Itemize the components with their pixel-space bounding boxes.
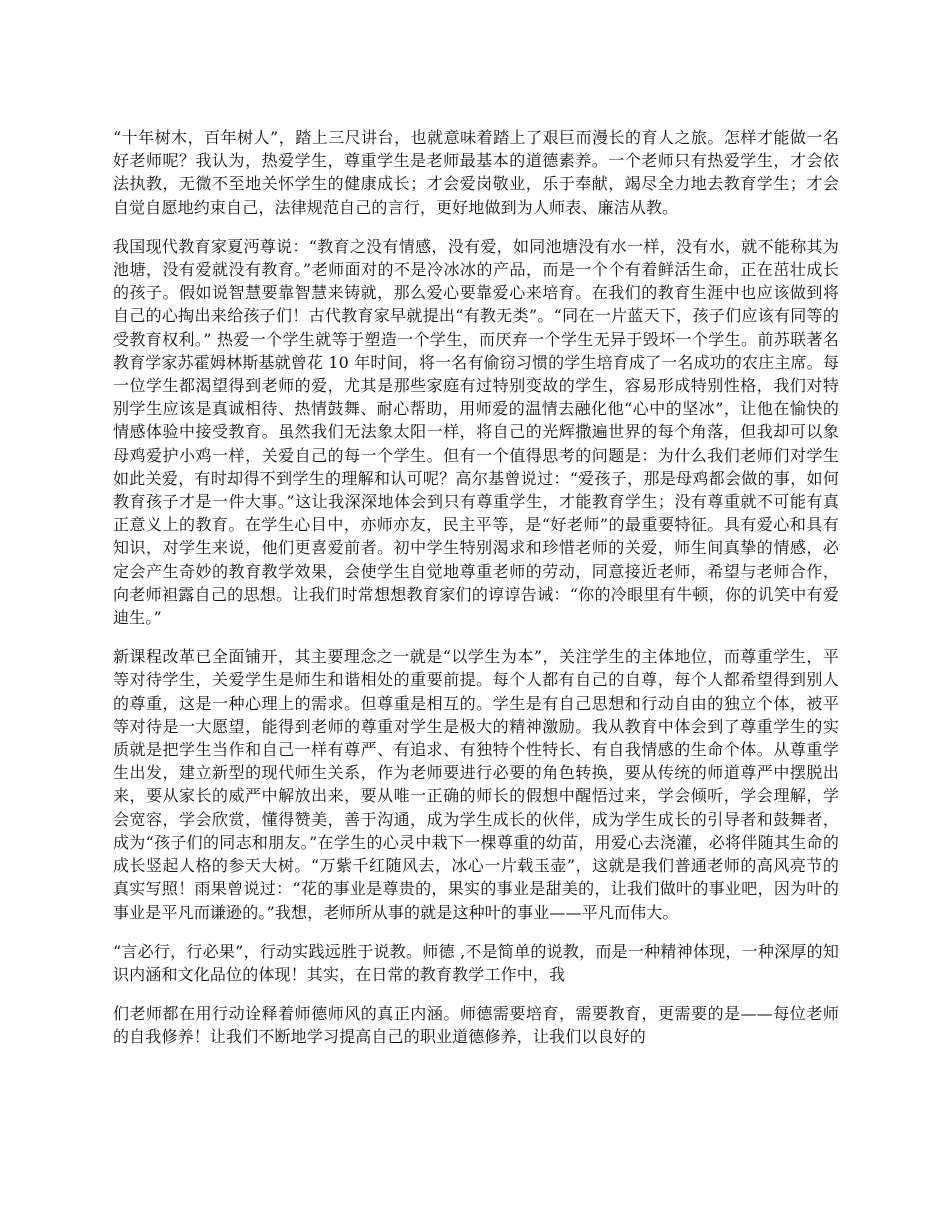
document-page [113,126,839,1065]
paragraph-4: “言必行，行必果”，行动实践远胜于说教。师德 ,不是简单的说教，而是一种精神体现，一种深厚的知识内涵和文化品位的体现！其实，在日常的教育教学工作中，我 [113,941,839,984]
paragraph-1: “十年树木，百年树人”，踏上三尺讲台，也就意味着踏上了艰巨而漫长的育人之旅。怎样才能做一名好老师呢？我认为，热爱学生，尊重学生是老师最基本的道德素养。一个老师只有热爱学生，才会依法执教，无微不至地关怀学生的健康成长；才会爱岗敬业，乐于奉献，竭尽全力地去教育学生；才会自觉自愿地约束自己，法律规范自己的言行，更好地做到为人师表、廉洁从教。 [113,128,839,217]
paragraph-2: 我国现代教育家夏沔尊说：“教育之没有情感，没有爱，如同池塘没有水一样，没有水，就不能称其为池塘，没有爱就没有教育。”老师面对的不是冷冰冰的产品，而是一个个有着鲜活生命，正在茁壮成长的孩子。假如说智慧要靠智慧来铸就，那么爱心要靠爱心来培育。在我们的教育生涯中也应该做到将自己的心掏出来给孩子们！古代教育家早就提出“有教无类”。“同在一片蓝天下，孩子们应该有同等的受教育权利。” 热爱一个学生就等于塑造一个学生，而厌弃一个学生无异于毁坏一个学生。前苏联著名教育学家苏霍姆林斯基就曾花 10 年时间，将一名有偷窃习惯的学生培育成了一名成功的农庄主席。每一位学生都渴望得到老师的爱，尤其是那些家庭有过特别变故的学生，容易形成特别性格，我们对特别学生应该是真诚相待、热情鼓舞、耐心帮助，用师爱的温情去融化他“心中的坚冰”，让他在愉快的情感体验中接受教育。虽然我们无法象太阳一样，将自己的光辉撒遍世界的每个角落，但我却可以象母鸡爱护小鸡一样，关爱自己的每一个学生。但有一个值得思考的问题是：为什么我们老师们对学生如此关爱，有时却得不到学生的理解和认可呢？高尔基曾说过：“爱孩子，那是母鸡都会做的事，如何教育孩子才是一件大事。”这让我深深地体会到只有尊重学生，才能教育学生；没有尊重就不可能有真正意义上的教育。在学生心目中，亦师亦友，民主平等，是“好老师”的最重要特征。具有爱心和具有知识，对学生来说，他们更喜爱前者。初中学生特别渴求和珍惜老师的关爱，师生间真挚的情感，必定会产生奇妙的教育教学效果，会使学生自觉地尊重老师的劳动，同意接近老师，希望与老师合作，向老师袒露自己的思想。让我们时常想想教育家们的谆谆告诫：“你的冷眼里有牛顿，你的讥笑中有爱迪生。” [113,236,839,628]
paragraph-3: 新课程改革已全面铺开，其主要理念之一就是“以学生为本”，关注学生的主体地位，而尊重学生，平等对待学生，关爱学生是师生和谐相处的重要前提。每个人都有自己的自尊，每个人都希望得到别人的尊重，这是一种心理上的需求。但尊重是相互的。学生是有自己思想和行动自由的独立个体，被平等对待是一大愿望，能得到老师的尊重对学生是极大的精神激励。我从教育中体会到了尊重学生的实质就是把学生当作和自己一样有尊严、有追求、有独特个性特长、有自我情感的生命个体。从尊重学生出发，建立新型的现代师生关系，作为老师要进行必要的角色转换，要从传统的师道尊严中摆脱出来，要从家长的威严中解放出来，要从唯一正确的师长的假想中醒悟过来，学会倾听，学会理解，学会宽容，学会欣赏，懂得赞美，善于沟通，成为学生成长的伙伴，成为学生成长的引导者和鼓舞者，成为“孩子们的同志和朋友。”在学生的心灵中栽下一棵尊重的幼苗，用爱心去浇灌，必将伴随其生命的成长竖起人格的参天大树。“万紫千红随风去，冰心一片载玉壶”，这就是我们普通老师的高风亮节的真实写照！雨果曾说过：“花的事业是尊贵的，果实的事业是甜美的，让我们做叶的事业吧，因为叶的事业是平凡而谦逊的。”我想，老师所从事的就是这种叶的事业——平凡而伟大。 [113,647,839,922]
paragraph-5: 们老师都在用行动诠释着师德师风的真正内涵。师德需要培育，需要教育，更需要的是——每位老师的自我修养！让我们不断地学习提高自己的职业道德修养，让我们以良好的 [113,1004,839,1047]
